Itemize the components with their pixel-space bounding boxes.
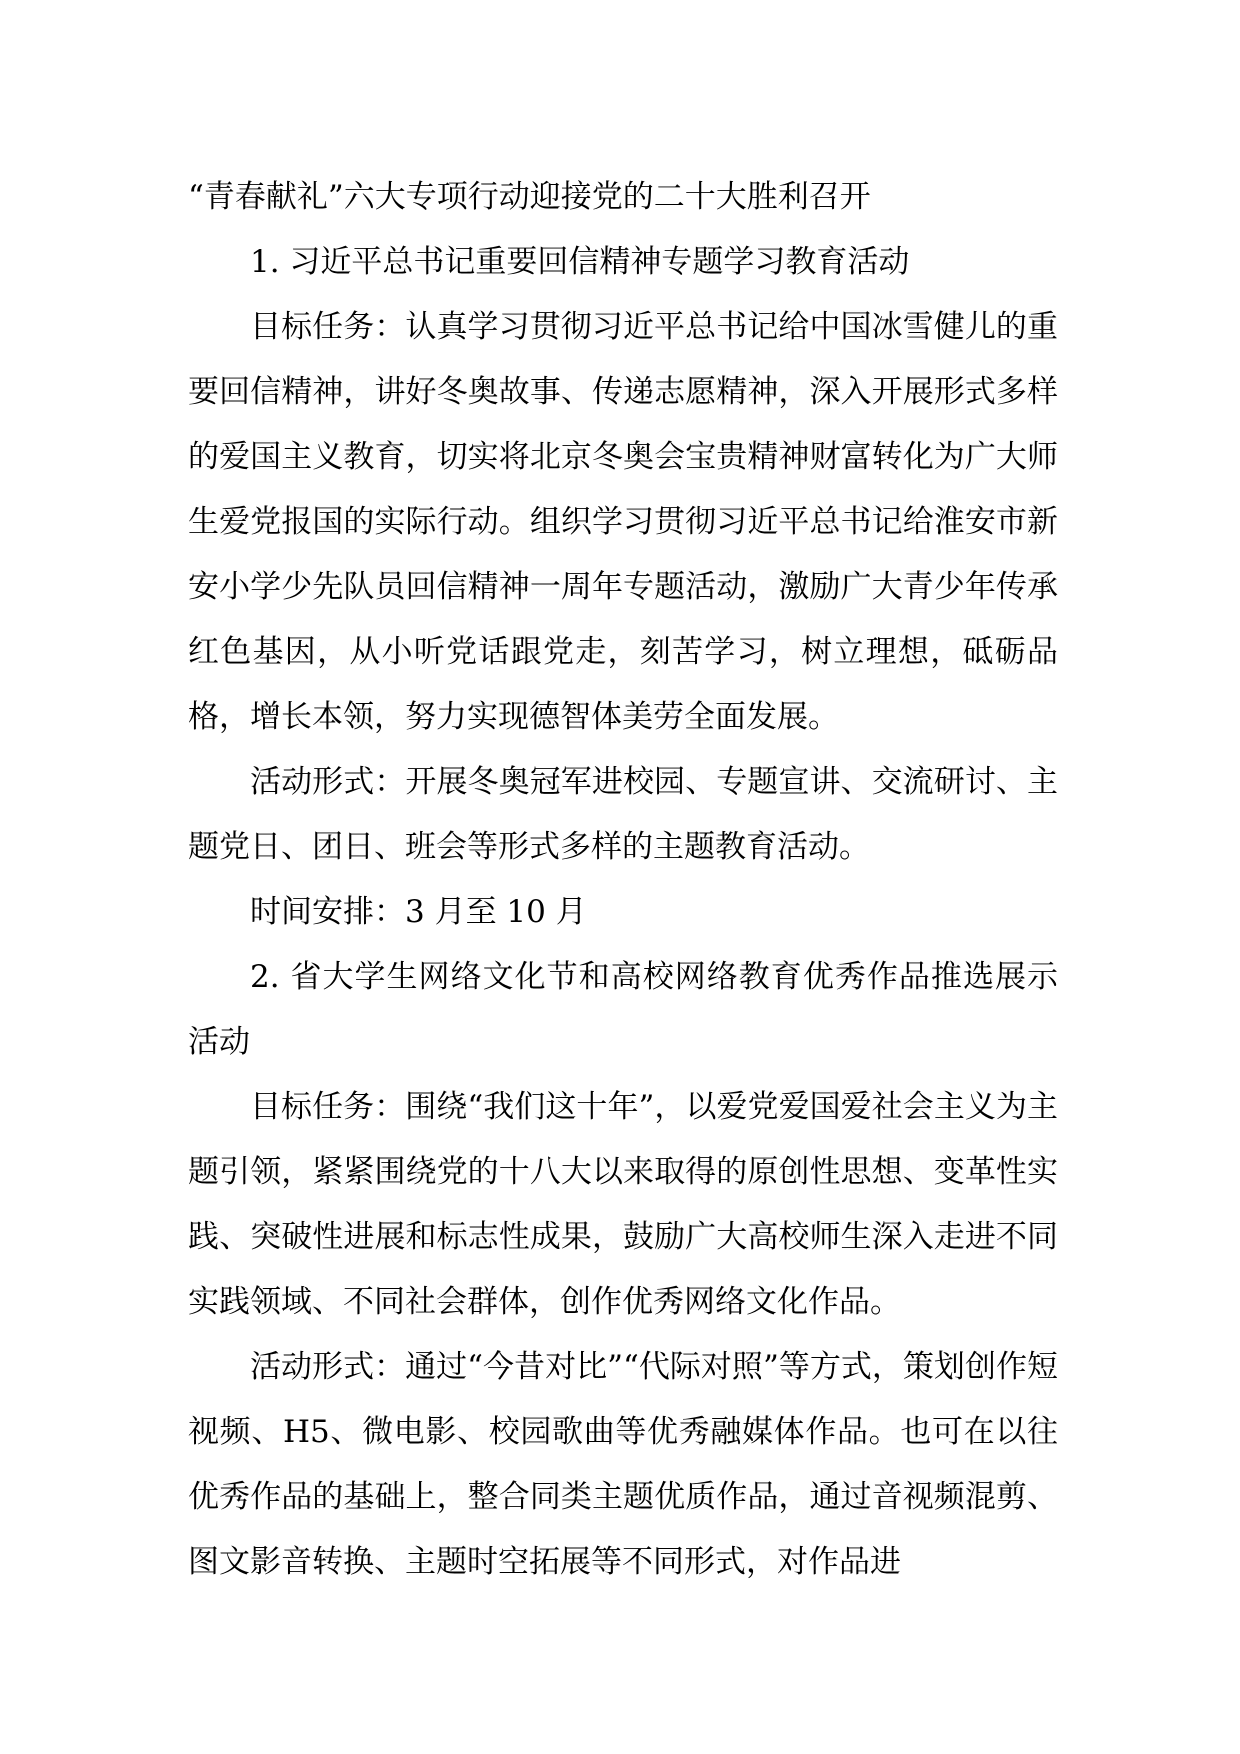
section1-schedule-paragraph: 时间安排：3 月至 10 月 [250,894,587,930]
document-title: “青春献礼”六大专项行动迎接党的二十大胜利召开 [188,179,871,215]
section1-form-paragraph: 活动形式：开展冬奥冠军进校园、专题宣讲、交流研讨、主题党日、团日、班会等形式多样的主题教育活动。 [188,764,1058,865]
section1-goal-paragraph: 目标任务：认真学习贯彻习近平总书记给中国冰雪健儿的重要回信精神，讲好冬奥故事、传递志愿精神，深入开展形式多样的爱国主义教育，切实将北京冬奥会宝贵精神财富转化为广大师生爱党报国的实际行动。组织学习贯彻习近平总书记给淮安市新安小学少先队员回信精神一周年专题活动，激励广大青少年传承红色基因，从小听党话跟党走，刻苦学习，树立理想，砥砺品格，增长本领，努力实现德智体美劳全面发展。 [188,309,1058,735]
document-body [188,165,1058,1595]
section2-goal-paragraph: 目标任务：围绕“我们这十年”，以爱党爱国爱社会主义为主题引领，紧紧围绕党的十八大以来取得的原创性思想、变革性实践、突破性进展和标志性成果，鼓励广大高校师生深入走进不同实践领域、不同社会群体，创作优秀网络文化作品。 [188,1089,1058,1320]
section1-heading: 1. 习近平总书记重要回信精神专题学习教育活动 [250,244,910,280]
section2-form-paragraph: 活动形式：通过“今昔对比”“代际对照”等方式，策划创作短视频、H5、微电影、校园歌曲等优秀融媒体作品。也可在以往优秀作品的基础上，整合同类主题优质作品，通过音视频混剪、图文影音转换、主题时空拓展等不同形式，对作品进 [188,1349,1058,1580]
section2-heading: 2. 省大学生网络文化节和高校网络教育优秀作品推选展示活动 [188,959,1058,1060]
